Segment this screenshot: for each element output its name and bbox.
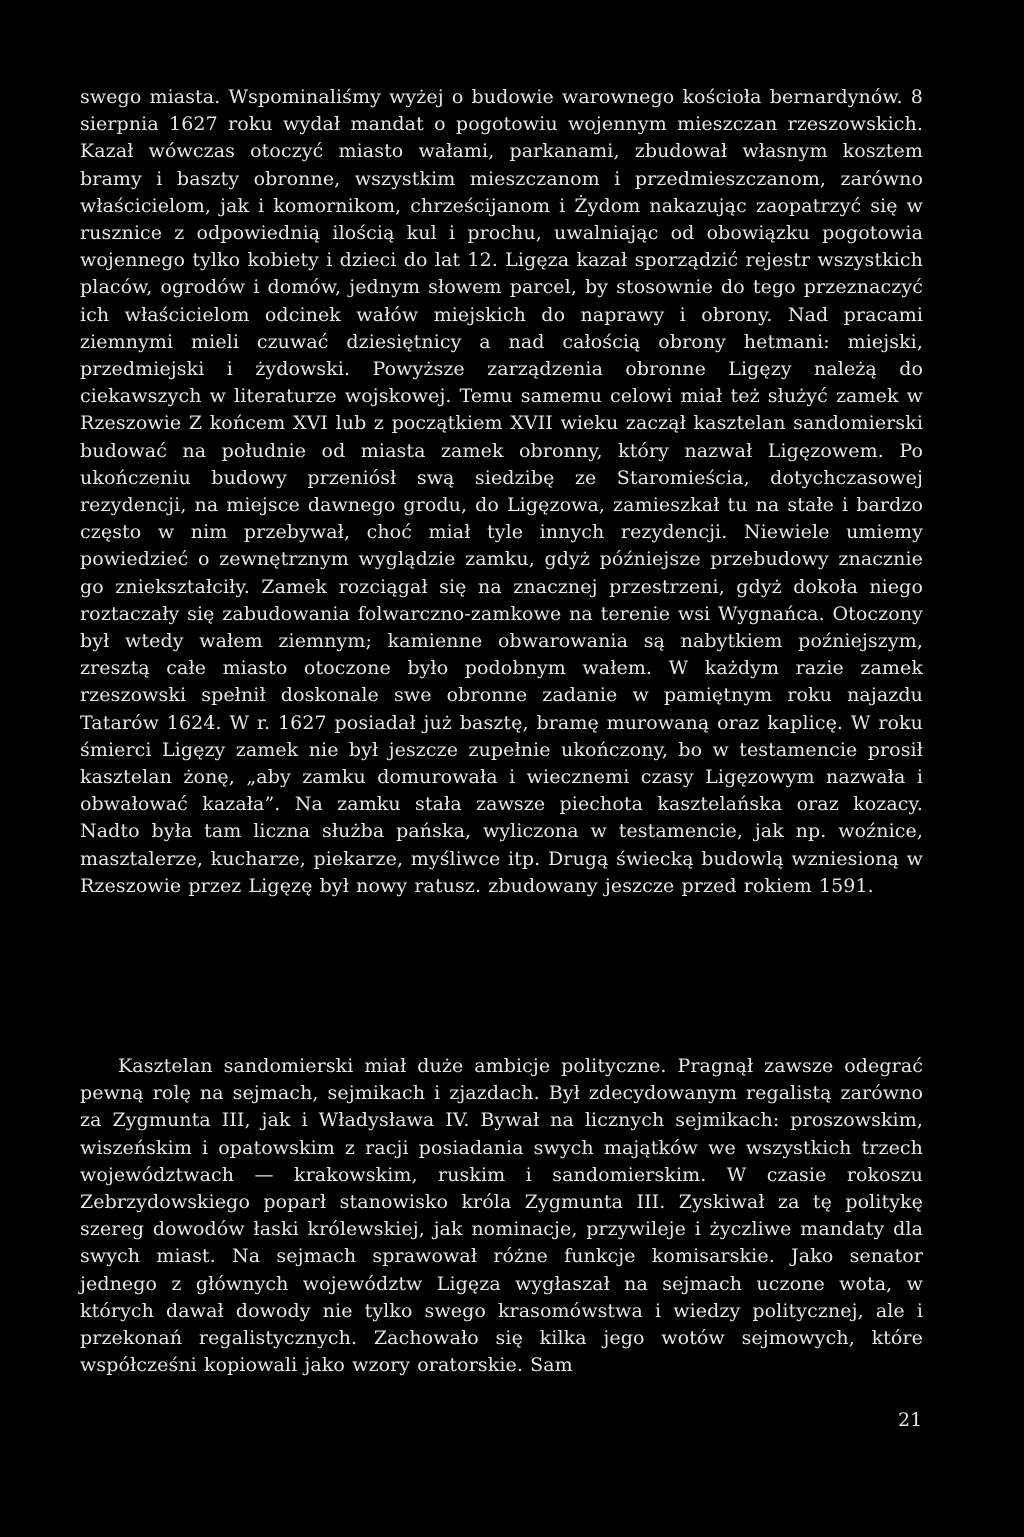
paragraph-2: [80, 1053, 923, 1379]
paragraph-2-text: Kasztelan sandomierski miał duże ambicje polityczne. Pragnął zawsze odegrać pewną rolę na sejmach, sejmikach i zjazdach. Był zdecydowanym regalistą zarówno za Zygmunta III, jak i Władysława IV. Bywał na licznych sejmikach: proszowskim, wiszeńskim i opatowskim z racji posiadania swych majątków we wszystkich trzech województwach — krakowskim, ruskim i sandomierskim. W czasie rokoszu Zebrzydowskiego poparł stanowisko króla Zygmunta III. Zyskiwał za tę politykę szereg dowodów łaski królewskiej, jak nominacje, przywileje i życzliwe mandaty dla swych miast. Na sejmach sprawował różne funkcje komisarskie. Jako senator jednego z głównych województw Ligęza wygłaszał na sejmach uczone wota, w których dawał dowody nie tylko swego krasomówstwa i wiedzy politycznej, ale i przekonań regalistycznych. Zachowało się kilka jego wotów sejmowych, które współcześni kopiowali jako wzory oratorskie. Sam: [80, 1055, 923, 1377]
paragraph-1: [80, 84, 923, 900]
paragraph-1-text: swego miasta. Wspominaliśmy wyżej o budowie warownego kościoła bernardynów. 8 sierpnia 1627 roku wydał mandat o pogotowiu wojennym mieszczan rzeszowskich. Kazał wówczas otoczyć miasto wałami, parkanami, zbudował własnym kosztem bramy i baszty obronne, wszystkim mieszczanom i przedmieszczanom, zarówno właścicielom, jak i komornikom, chrześcijanom i Żydom nakazując zaopatrzyć się w rusznice z odpowiednią ilością kul i prochu, uwalniając od obowiązku pogotowia wojennego tylko kobiety i dzieci do lat 12. Ligęza kazał sporządzić rejestr wszystkich placów, ogrodów i domów, jednym słowem parcel, by stosownie do tego przeznaczyć ich właścicielom odcinek wałów miejskich do naprawy i obrony. Nad pracami ziemnymi mieli czuwać dziesiętnicy a nad całością obrony hetmani: miejski, przedmiejski i żydowski. Powyższe zarządzenia obronne Ligęzy należą do ciekawszych w literaturze wojskowej. Temu samemu celowi miał też służyć zamek w Rzeszowie Z końcem XVI lub z początkiem XVII wieku zaczął kasztelan sandomierski budować na południe od miasta zamek obronny, który nazwał Ligęzowem. Po ukończeniu budowy przeniósł swą siedzibę ze Staromieścia, dotychczasowej rezydencji, na miejsce dawnego grodu, do Ligęzowa, zamieszkał tu na stałe i bardzo często w nim przebywał, choć miał tyle innych rezydencji. Niewiele umiemy powiedzieć o zewnętrznym wyglądzie zamku, gdyż późniejsze przebudowy znacznie go zniekształciły. Zamek rozciągał się na znacznej przestrzeni, gdyż dokoła niego roztaczały się zabudowania folwarczno-zamkowe na terenie wsi Wygnańca. Otoczony był wtedy wałem ziemnym; kamienne obwarowania są nabytkiem poźniejszym, zresztą całe miasto otoczone było podobnym wałem. W każdym razie zamek rzeszowski spełnił doskonale swe obronne zadanie w pamiętnym roku najazdu Tatarów 1624. W r. 1627 posiadał już basztę, bramę murowaną oraz kaplicę. W roku śmierci Ligęzy zamek nie był jeszcze zupełnie ukończony, bo w testamencie prosił kasztelan żonę, „aby zamku domurowała i wiecznemi czasy Ligęzowym nazwała i obwałować kazała”. Na zamku stała zawsze piechota kasztelańska oraz kozacy. Nadto była tam liczna służba pańska, wyliczona w testamencie, jak np. woźnice, masztalerze, kucharze, piekarze, myśliwce itp. Drugą świecką budowlą wzniesioną w Rzeszowie przez Ligęzę był nowy ratusz. zbudowany jeszcze przed rokiem 1591.: [80, 86, 923, 897]
page-number: 21: [898, 1409, 923, 1431]
